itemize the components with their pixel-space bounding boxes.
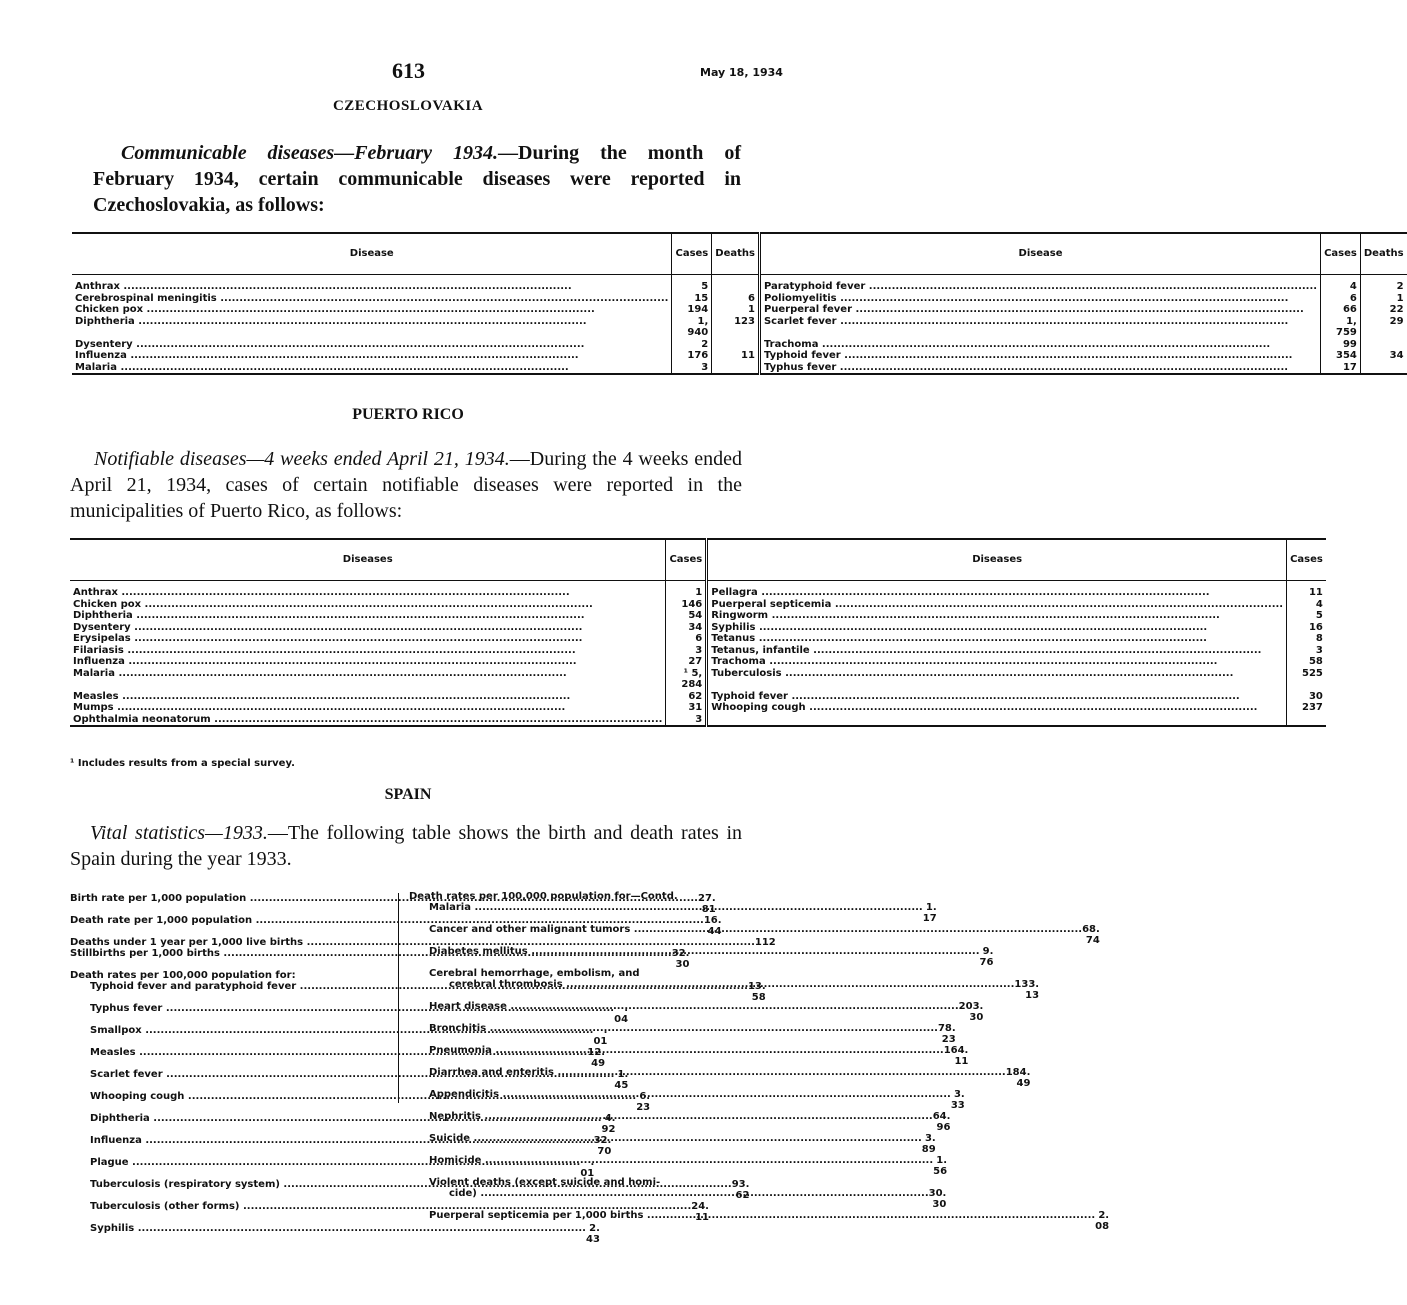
stat-value: 32. 70 [593,1135,612,1157]
czech-disease: Poliomyelitis ..... [759,293,1320,305]
czech-disease: Influenza ..... [72,350,672,362]
pr-disease: Tetanus, infantile ..... [707,645,1287,657]
pr-disease: Malaria ..... [70,668,666,691]
stat-label: Birth rate per 1,000 population ..... [70,893,698,915]
czech-deaths [712,362,760,375]
czech-deaths: 11 [712,350,760,362]
czech-cases: 194 [672,304,712,316]
pr-disease: Trachoma ..... [707,656,1287,668]
czech-table [72,232,1407,375]
stat-row [70,1223,600,1245]
pr-cases: 4 [1287,599,1326,611]
stat-value: 30. 30 [928,1188,947,1210]
czech-disease: Trachoma ..... [759,339,1320,351]
stat-row [409,946,994,968]
czech-hdr-disease-right: Disease [759,233,1320,275]
czech-disease: Cerebrospinal meningitis ..... [72,293,672,305]
pr-cases: 11 [1287,581,1326,599]
czech-title: Communicable diseases—February 1934. [121,142,498,164]
stat-label: Cancer and other malignant tumors ..... [409,924,1082,946]
pr-cases: 1 [666,581,707,599]
czech-disease: Chicken pox ..... [72,304,672,316]
table-row [70,656,1326,668]
pr-hdr-cases-right: Cases [1287,539,1326,581]
pr-disease: Anthrax ..... [70,581,666,599]
czech-cases: 176 [672,350,712,362]
pr-cases: 58 [1287,656,1326,668]
stat-row [409,902,937,924]
stat-label: Death rates per 100,000 population for: [70,970,296,981]
stat-row [70,970,390,981]
stat-label: Appendicitis ..... [409,1089,951,1111]
stat-label: Stillbirths per 1,000 births ..... [70,948,672,970]
table-row [70,581,1326,599]
pr-cases: 3 [666,714,707,727]
table-row [70,622,1326,634]
czech-hdr-deaths-left: Deaths [712,233,760,275]
pr-disease: Puerperal septicemia ..... [707,599,1287,611]
czech-cases: 4 [1321,275,1361,293]
czech-cases: 99 [1321,339,1361,351]
table-row [70,714,1326,727]
stat-label: Tuberculosis (respiratory system) ..... [70,1179,732,1201]
czech-deaths: 29 [1360,316,1406,339]
stat-row [409,1067,1031,1089]
czech-hdr-cases-left: Cases [672,233,712,275]
pr-cases: 5 [1287,610,1326,622]
stat-label: Violent deaths (except suicide and homi- [429,1177,661,1188]
stat-label: Puerperal septicemia per 1,000 births ..... [409,1210,1095,1232]
stat-value: 164. 11 [943,1045,969,1067]
pr-disease: Diphtheria ..... [70,610,666,622]
czech-paragraph [93,140,741,218]
table-row [70,645,1326,657]
stat-value: 16. 44 [703,915,722,937]
stat-value: 3. 89 [921,1133,936,1155]
page-date: May 18, 1934 [700,66,783,79]
czech-deaths: 1 [712,304,760,316]
czech-cases: 1, 940 [672,316,712,339]
czech-disease: Typhoid fever ..... [759,350,1320,362]
pr-paragraph [70,446,742,524]
czech-deaths [1360,362,1406,375]
stat-label: Whooping cough ..... [70,1091,636,1113]
stat-label: Diabetes mellitus ..... [409,946,980,968]
stat-row [409,1001,984,1023]
pr-disease: Ringworm ..... [707,610,1287,622]
stat-label: Scarlet fever ..... [70,1069,614,1091]
pr-cases: 31 [666,702,707,714]
pr-cases: 30 [1287,691,1326,703]
pr-text: —During the 4 weeks ended April 21, 1934, cases of certain notifiable diseases were reported in the municipalities of Puerto Rico, as follows: [70,448,743,522]
pr-disease: Measles ..... [70,691,666,703]
stat-value: 2. 08 [1095,1210,1110,1232]
stat-value [706,891,742,902]
pr-disease: Tuberculosis ..... [707,668,1287,691]
table-row [70,599,1326,611]
pr-disease: Filariasis ..... [70,645,666,657]
czech-deaths: 123 [712,316,760,339]
stat-label: Typhus fever ..... [70,1003,614,1025]
czech-cases: 354 [1321,350,1361,362]
stat-label: Influenza ..... [70,1135,594,1157]
czech-deaths [712,339,760,351]
table-row [70,702,1326,714]
pr-disease: Whooping cough ..... [707,702,1287,714]
stat-label: Malaria ..... [409,902,923,924]
pr-cases: 3 [666,645,707,657]
czech-disease: Dysentery ..... [72,339,672,351]
stat-label: Death rates per 100,000 population for—Contd. [409,891,678,902]
pr-cases: 3 [1287,645,1326,657]
pr-cases: ¹ 5, 284 [666,668,707,691]
stat-label: Death rate per 1,000 population ..... [70,915,704,937]
stat-row [409,1177,742,1188]
pr-title: Notifiable diseases—4 weeks ended April 21, 1934. [94,448,510,470]
stat-row [409,1133,936,1155]
pr-cases: 62 [666,691,707,703]
czech-heading: CZECHOSLOVAKIA [332,98,484,114]
czech-disease: Typhus fever ..... [759,362,1320,375]
stat-value: 2. 43 [585,1223,600,1245]
pr-cases: 16 [1287,622,1326,634]
pr-disease: Typhoid fever ..... [707,691,1287,703]
czech-deaths: 2 [1360,275,1406,293]
stat-value: 64. 96 [932,1111,951,1133]
pr-disease: Influenza ..... [70,656,666,668]
table-row [72,293,1407,305]
czech-deaths: 22 [1360,304,1406,316]
page-number: 613 [392,58,425,83]
stat-value: 1. 45 [614,1069,629,1091]
stat-label: Suicide ..... [409,1133,922,1155]
table-row [70,610,1326,622]
pr-hdr-cases-left: Cases [666,539,707,581]
table-row [72,339,1407,351]
table-row [72,275,1407,293]
pr-disease [707,714,1287,727]
stat-value: 6. 23 [636,1091,651,1113]
stat-label: Diphtheria ..... [70,1113,602,1135]
czech-deaths: 6 [712,293,760,305]
stat-value [706,968,742,979]
stat-row [409,891,742,902]
stat-row [409,1210,1110,1232]
spain-column-divider [398,893,399,1103]
stat-value [706,1177,742,1188]
stat-value: . 04 [614,1003,629,1025]
pr-disease: Tetanus ..... [707,633,1287,645]
stat-row [409,1111,951,1133]
czech-text: —During the month of February 1934, certain communicable diseases were reported in Czechoslovakia, as follows: [93,142,741,216]
pr-cases: 237 [1287,702,1326,714]
table-row [72,350,1407,362]
pr-cases: 146 [666,599,707,611]
czech-hdr-deaths-right: Deaths [1360,233,1406,275]
pr-cases: 34 [666,622,707,634]
czech-disease: Scarlet fever ..... [759,316,1320,339]
czech-cases: 2 [672,339,712,351]
czech-deaths [1360,339,1406,351]
table-row [70,691,1326,703]
stat-value: 93. 62 [731,1179,750,1201]
stat-value: 68. 74 [1082,924,1100,946]
spain-title: Vital statistics—1933. [90,822,268,844]
spain-heading: SPAIN [384,786,432,803]
czech-disease: Puerperal fever ..... [759,304,1320,316]
stat-value: 133. 13 [1014,979,1040,1001]
pr-cases: 54 [666,610,707,622]
stat-label: Homicide ..... [409,1155,933,1177]
stat-label: Cerebral hemorrhage, embolism, and [429,968,640,979]
pr-cases: 8 [1287,633,1326,645]
czech-cases: 15 [672,293,712,305]
stat-value: . 01 [580,1157,595,1179]
pr-disease: Erysipelas ..... [70,633,666,645]
stat-value: 13. 58 [747,981,766,1003]
table-row [72,316,1407,339]
czech-cases: 17 [1321,362,1361,375]
stat-value: 3. 33 [950,1089,965,1111]
pr-cases: 27 [666,656,707,668]
stat-row [409,1023,956,1045]
stat-label: Plague ..... [70,1157,580,1179]
pr-footnote: ¹ Includes results from a special survey. [70,758,295,769]
czech-deaths [712,275,760,293]
stat-value: 9. 76 [979,946,994,968]
czech-deaths: 1 [1360,293,1406,305]
czech-cases: 3 [672,362,712,375]
stat-value [354,970,390,981]
spain-text: —The following table shows the birth and death rates in Spain during the year 1933. [70,822,743,870]
czech-cases: 5 [672,275,712,293]
czech-hdr-disease-left: Disease [72,233,672,275]
stat-label: cide) ..... [409,1188,929,1210]
stat-label: Measles ..... [70,1047,587,1069]
czech-cases: 1, 759 [1321,316,1361,339]
pr-disease: Syphilis ..... [707,622,1287,634]
stat-label: Smallpox ..... [70,1025,593,1047]
pr-cases: 525 [1287,668,1326,691]
stat-value: 32. 30 [671,948,690,970]
czech-cases: 6 [1321,293,1361,305]
stat-label: Syphilis ..... [70,1223,586,1245]
czech-disease: Diphtheria ..... [72,316,672,339]
stat-label: Pneumonia ..... [409,1045,944,1067]
stat-label: Heart disease ..... [409,1001,959,1023]
pr-disease: Chicken pox ..... [70,599,666,611]
table-row [70,633,1326,645]
pr-hdr-disease-left: Diseases [70,539,666,581]
stat-label: Deaths under 1 year per 1,000 live births ..... [70,937,755,948]
pr-hdr-disease-right: Diseases [707,539,1287,581]
stat-label: Bronchitis ..... [409,1023,938,1045]
stat-row [409,968,742,979]
stat-value: 184. 49 [1005,1067,1031,1089]
stat-value: 78. 23 [937,1023,956,1045]
pr-disease: Mumps ..... [70,702,666,714]
stat-value: 27. 81 [697,893,716,915]
czech-cases: 66 [1321,304,1361,316]
spain-paragraph [70,820,742,872]
stat-value: 12. 49 [587,1047,606,1069]
czech-disease: Anthrax ..... [72,275,672,293]
stat-value: . 01 [593,1025,608,1047]
table-row [70,668,1326,691]
pr-cases [1287,714,1326,727]
stat-value: 24. 11 [691,1201,709,1223]
stat-label: Nephritis ..... [409,1111,933,1133]
stat-label: Tuberculosis (other forms) ..... [70,1201,691,1223]
stat-row [409,1155,948,1177]
stat-value: 1. 17 [922,902,937,924]
stat-value: 112 [754,937,776,948]
stat-label: Diarrhea and enteritis ..... [409,1067,1006,1089]
stat-row [70,937,776,948]
table-row [72,362,1407,375]
pr-disease: Dysentery ..... [70,622,666,634]
stat-value: 4. 92 [601,1113,616,1135]
stat-value: 1. 56 [933,1155,948,1177]
table-row [72,304,1407,316]
czech-disease: Paratyphoid fever ..... [759,275,1320,293]
pr-disease: Ophthalmia neonatorum ..... [70,714,666,727]
czech-disease: Malaria ..... [72,362,672,375]
stat-row [409,1089,965,1111]
stat-label: cerebral thrombosis ..... [409,979,1014,1001]
stat-label: Typhoid fever and paratyphoid fever ..... [70,981,748,1003]
czech-deaths: 34 [1360,350,1406,362]
stat-row [409,1045,969,1067]
czech-hdr-cases-right: Cases [1321,233,1361,275]
stat-value: 203. 30 [958,1001,984,1023]
pr-heading: PUERTO RICO [352,406,464,423]
pr-disease: Pellagra ..... [707,581,1287,599]
pr-cases: 6 [666,633,707,645]
pr-table [70,538,1326,727]
